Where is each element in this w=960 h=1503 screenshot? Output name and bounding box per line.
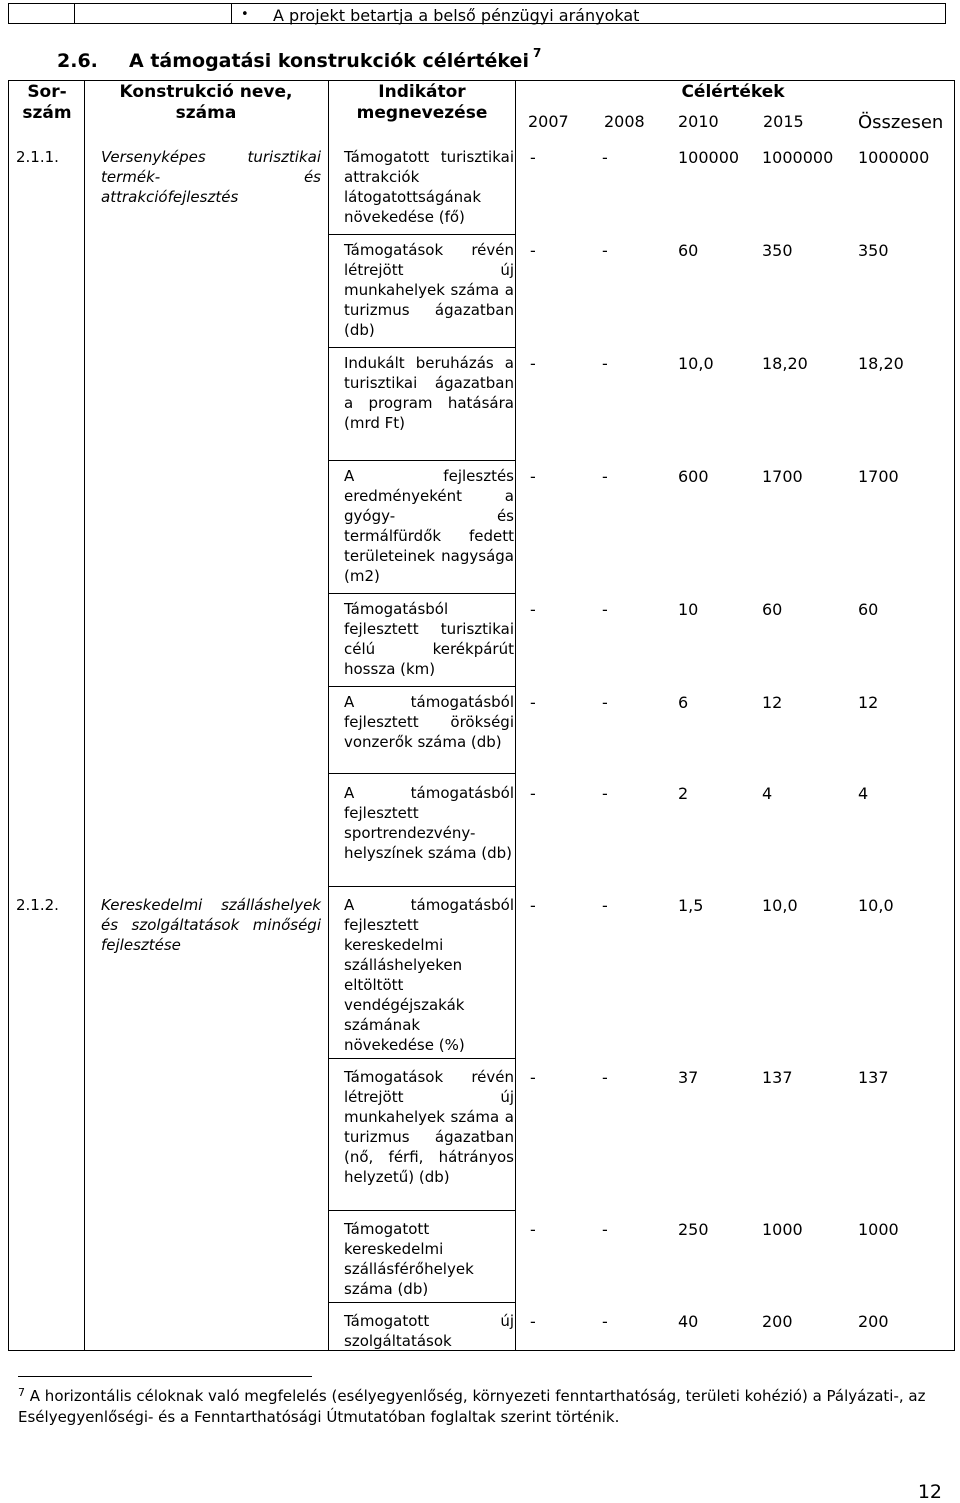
row-divider [328, 1210, 515, 1211]
column-divider [328, 80, 329, 1351]
value-2015: 137 [762, 1068, 793, 1087]
indicator-text: Támogatások révén létrejött új munkahelyek száma a turizmus ágazatban (nő, férfi, hátrányos helyzetű) (db) [344, 1068, 514, 1186]
header-year-2010: 2010 [678, 112, 719, 131]
value-2008: - [602, 896, 608, 915]
indicator-text: A támogatásból fejlesztett kereskedelmi szálláshelyeken eltöltött vendégéjszakák számának növekedése (%) [344, 896, 514, 1054]
section-title [57, 46, 542, 72]
value-total: 350 [858, 241, 889, 260]
header-year-2007: 2007 [528, 112, 569, 131]
value-2015: 10,0 [762, 896, 798, 915]
value-2008: - [602, 467, 608, 486]
footnote-text: A horizontális céloknak való megfelelés (esélyegyenlőség, környezeti fenntarthatóság, területi kohézió) a Pályázati-, az Esélyegyenlőségi- és a Fenntarthatósági Útmutatóban foglaltak szerint történik. [18, 1387, 926, 1426]
value-2008: - [602, 354, 608, 373]
row-divider [328, 1302, 515, 1303]
value-total: 4 [858, 784, 869, 803]
indicator-text: Támogatásból fejlesztett turisztikai célú kerékpárút hossza (km) [344, 600, 514, 678]
value-2008: - [602, 1068, 608, 1087]
indicator-text: Támogatott kereskedelmi szállásférőhelyek száma (db) [344, 1220, 474, 1298]
indicator-text: Indukált beruházás a turisztikai ágazatban a program hatására (mrd Ft) [344, 354, 514, 432]
header-indikator: Indikátor megnevezése [356, 82, 488, 123]
value-total: 1700 [858, 467, 899, 486]
indicator-text: A támogatásból fejlesztett sportrendezvény-helyszínek száma (db) [344, 784, 514, 862]
value-2010: 10 [678, 600, 699, 619]
section-title-text: A támogatási konstrukciók célértékei [129, 50, 529, 72]
header-konstrukcio: Konstrukció neve, száma [119, 82, 293, 123]
value-2007: - [530, 148, 536, 167]
value-2007: - [530, 1312, 536, 1331]
value-2008: - [602, 600, 608, 619]
header-strip-cell [231, 4, 945, 23]
value-total: 10,0 [858, 896, 894, 915]
row-divider [328, 234, 515, 235]
value-2007: - [530, 467, 536, 486]
value-2008: - [602, 1220, 608, 1239]
indicator-text: A támogatásból fejlesztett örökségi vonzerők száma (db) [344, 693, 514, 751]
value-total: 1000 [858, 1220, 899, 1239]
footnote-ref: 7 [532, 46, 542, 60]
value-2015: 4 [762, 784, 773, 803]
value-2008: - [602, 241, 608, 260]
group-name: Versenyképes turisztikai termék- és attrakciófejlesztés [101, 148, 321, 206]
footnote-number: 7 [18, 1386, 25, 1399]
value-2010: 60 [678, 241, 699, 260]
row-divider [328, 886, 515, 887]
row-divider [328, 686, 515, 687]
value-2010: 37 [678, 1068, 699, 1087]
value-2007: - [530, 784, 536, 803]
header-year-2015: 2015 [763, 112, 804, 131]
column-divider [515, 80, 516, 1351]
value-2010: 10,0 [678, 354, 714, 373]
value-2015: 1000000 [762, 148, 834, 167]
value-2007: - [530, 354, 536, 373]
footnote [18, 1386, 938, 1428]
value-total: 12 [858, 693, 879, 712]
row-divider [328, 773, 515, 774]
header-strip [8, 3, 946, 24]
header-strip-text: A projekt betartja a belső pénzügyi arányokat [273, 6, 640, 25]
value-2010: 250 [678, 1220, 709, 1239]
row-divider [328, 1058, 515, 1059]
value-2015: 1000 [762, 1220, 803, 1239]
table-border [8, 80, 9, 1351]
value-2010: 2 [678, 784, 689, 803]
indicator-text: Támogatott turisztikai attrakciók látogatottságának növekedése (fő) [344, 148, 514, 226]
value-total: 137 [858, 1068, 889, 1087]
value-2007: - [530, 600, 536, 619]
page-number: 12 [917, 1481, 942, 1503]
value-2007: - [530, 1068, 536, 1087]
table-border [8, 80, 955, 81]
value-2010: 600 [678, 467, 709, 486]
column-divider [84, 80, 85, 1351]
value-2015: 1700 [762, 467, 803, 486]
target-values-table [8, 80, 955, 1351]
value-2010: 6 [678, 693, 689, 712]
value-2007: - [530, 1220, 536, 1239]
value-2015: 60 [762, 600, 783, 619]
indicator-text: Támogatott új szolgáltatások [344, 1312, 514, 1350]
value-2007: - [530, 896, 536, 915]
value-2010: 100000 [678, 148, 740, 167]
table-border [954, 80, 955, 1351]
value-2015: 12 [762, 693, 783, 712]
value-2015: 18,20 [762, 354, 808, 373]
bullet-icon: • [241, 7, 249, 22]
header-celertekek: Célértékek [681, 82, 785, 102]
value-2010: 40 [678, 1312, 699, 1331]
value-2008: - [602, 784, 608, 803]
indicator-text: A fejlesztés eredményeként a gyógy- és termálfürdők fedett területeinek nagysága (m2) [344, 467, 514, 585]
value-total: 60 [858, 600, 879, 619]
value-total: 1000000 [858, 148, 930, 167]
row-divider [328, 460, 515, 461]
value-total: 18,20 [858, 354, 904, 373]
row-divider [328, 593, 515, 594]
header-strip-cell [9, 4, 75, 23]
value-total: 200 [858, 1312, 889, 1331]
header-total: Összesen [858, 112, 944, 133]
value-2015: 200 [762, 1312, 793, 1331]
header-year-2008: 2008 [604, 112, 645, 131]
section-number: 2.6. [57, 50, 98, 72]
header-strip-cell [74, 4, 232, 23]
group-name: Kereskedelmi szálláshelyek és szolgáltatások minőségi fejlesztése [101, 896, 321, 954]
header-sorszam: Sor- szám [22, 82, 72, 123]
value-2007: - [530, 693, 536, 712]
indicator-text: Támogatások révén létrejött új munkahelyek száma a turizmus ágazatban (db) [344, 241, 514, 339]
group-id: 2.1.2. [16, 896, 59, 914]
value-2008: - [602, 693, 608, 712]
footnote-divider [18, 1376, 312, 1377]
value-2007: - [530, 241, 536, 260]
value-2008: - [602, 148, 608, 167]
group-id: 2.1.1. [16, 148, 59, 166]
value-2015: 350 [762, 241, 793, 260]
row-divider [328, 347, 515, 348]
value-2010: 1,5 [678, 896, 704, 915]
value-2008: - [602, 1312, 608, 1331]
